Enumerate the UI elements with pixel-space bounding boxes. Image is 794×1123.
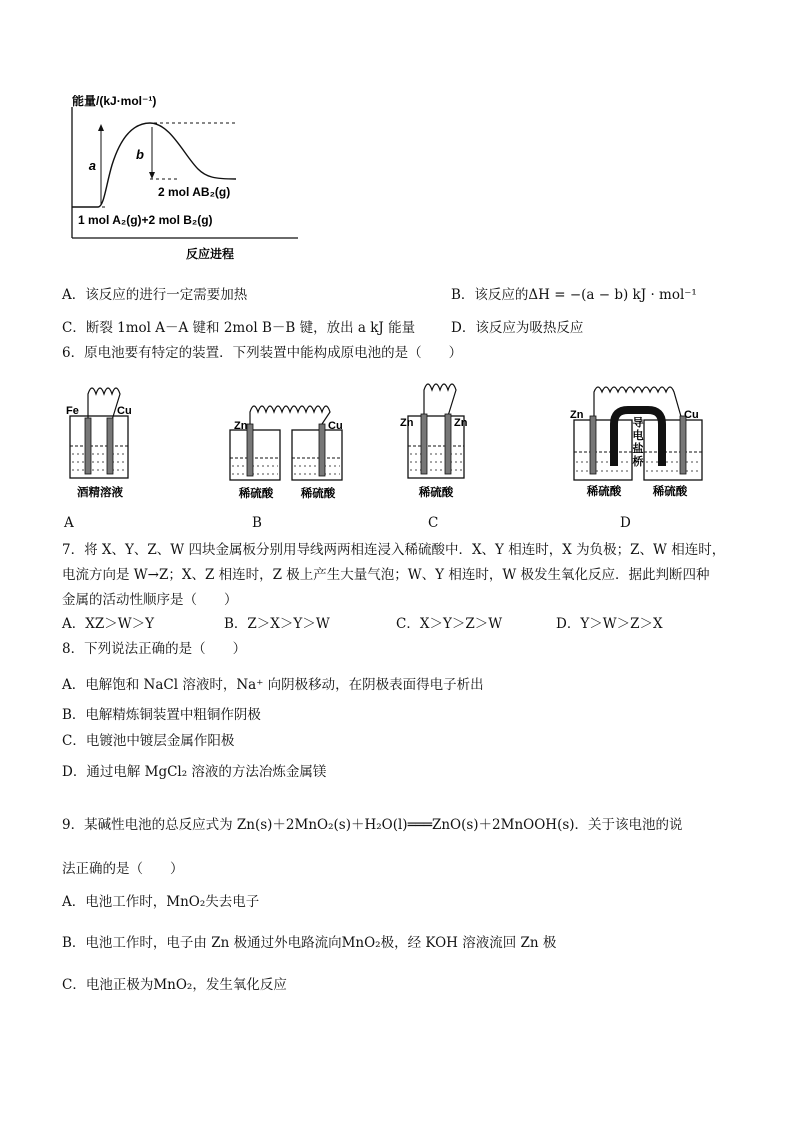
label-b: b <box>136 147 144 162</box>
electrode-right <box>680 416 686 474</box>
x-axis-label: 反应进程 <box>186 247 235 261</box>
q5-option-c[interactable]: C．断裂 1mol A－A 键和 2mol B－B 键，放出 a kJ 能量 <box>62 320 416 336</box>
q5-option-d[interactable]: D．该反应为吸热反应 <box>451 320 584 336</box>
electrode-right <box>445 414 451 474</box>
beaker-left <box>230 430 280 480</box>
arrow-a-head <box>98 124 104 131</box>
beaker <box>70 416 128 478</box>
apparatus-letter-c[interactable]: C <box>428 515 439 531</box>
electrode-left-label: Zn <box>400 417 414 429</box>
electrode-left <box>247 424 253 476</box>
q8-option-d[interactable]: D．通过电解 MgCl₂ 溶液的方法冶炼金属镁 <box>62 764 327 780</box>
electrode-left <box>590 416 596 474</box>
energy-diagram <box>60 95 320 270</box>
wire-coil <box>424 384 456 416</box>
wire-coil <box>88 388 120 420</box>
electrode-left <box>421 414 427 474</box>
bridge-label-2: 电 <box>632 430 644 442</box>
apparatus-c[interactable] <box>396 374 486 504</box>
wire-coil <box>594 387 682 420</box>
arrow-b-head <box>149 172 155 179</box>
q8-option-c[interactable]: C．电镀池中镀层金属作阳极 <box>62 733 235 749</box>
q5-option-a[interactable]: A．该反应的进行一定需要加热 <box>62 287 248 303</box>
q7-stem-line2: 电流方向是 W→Z；X、Z 相连时，Z 极上产生大量气泡；W、Y 相连时，W 极发生氧化反应．据此判断四种 <box>62 567 710 583</box>
q7-option-d[interactable]: D．Y＞W＞Z＞X <box>556 616 663 632</box>
electrode-left-label: Zn <box>570 409 584 421</box>
bridge-label-4: 桥 <box>632 456 644 468</box>
y-axis-label: 能量/(kJ·mol⁻¹) <box>72 95 157 108</box>
wire-coil <box>250 406 330 424</box>
electrode-right-label: Cu <box>684 409 699 421</box>
apparatus-letter-b[interactable]: B <box>252 515 262 531</box>
q7-option-b[interactable]: B．Z＞X＞Y＞W <box>224 616 330 632</box>
electrode-right <box>319 424 325 476</box>
q8-option-b[interactable]: B．电解精炼铜装置中粗铜作阴极 <box>62 707 261 723</box>
q8-stem: 8．下列说法正确的是（ ） <box>62 641 247 657</box>
q8-option-a[interactable]: A．电解饱和 NaCl 溶液时，Na⁺ 向阴极移动，在阴极表面得电子析出 <box>62 677 484 693</box>
apparatus-letter-d[interactable]: D <box>620 515 631 531</box>
product-label: 2 mol AB₂(g) <box>158 185 231 199</box>
q7-stem-line3: 金属的活动性顺序是（ ） <box>62 592 238 608</box>
apparatus-letter-a[interactable]: A <box>64 515 74 531</box>
q9-option-c[interactable]: C．电池正极为MnO₂，发生氧化反应 <box>62 977 287 993</box>
q9-stem-line1: 9．某碱性电池的总反应式为 Zn(s)＋2MnO₂(s)＋H₂O(l)═══ZnO(s)＋2MnOOH(s)．关于该电池的说 <box>62 817 683 833</box>
bridge-label-1: 导 <box>632 417 644 429</box>
electrode-right <box>107 418 113 474</box>
apparatus-b[interactable] <box>224 380 354 505</box>
q9-stem-line2: 法正确的是（ ） <box>62 861 184 877</box>
bridge-label-3: 盐 <box>632 443 644 455</box>
q7-option-a[interactable]: A．XZ＞W＞Y <box>62 616 155 632</box>
solution-label: 酒精溶液 <box>77 487 123 499</box>
electrode-right-label: Cu <box>117 405 132 417</box>
q5-option-b[interactable]: B．该反应的ΔH = −(a − b) kJ · mol⁻¹ <box>451 287 697 303</box>
q7-option-c[interactable]: C．X＞Y＞Z＞W <box>396 616 503 632</box>
solution-right-label: 稀硫酸 <box>300 488 336 500</box>
electrode-right-label: Zn <box>454 417 468 429</box>
apparatus-a[interactable] <box>60 380 150 505</box>
apparatus-d[interactable] <box>566 380 706 505</box>
beaker-right <box>292 430 342 480</box>
solution-left-label: 稀硫酸 <box>586 486 622 498</box>
label-a: a <box>88 158 96 173</box>
electrode-right-label: Cu <box>328 420 343 432</box>
solution-label: 稀硫酸 <box>418 487 454 499</box>
electrode-left-label: Fe <box>66 405 79 417</box>
electrode-left <box>85 418 91 474</box>
q9-option-b[interactable]: B．电池工作时，电子由 Zn 极通过外电路流向MnO₂极，经 KOH 溶液流回 Zn 极 <box>62 935 557 951</box>
q6-stem: 6．原电池要有特定的装置．下列装置中能构成原电池的是（ ） <box>62 345 463 361</box>
q9-option-a[interactable]: A．电池工作时，MnO₂失去电子 <box>62 894 260 910</box>
solution-right-label: 稀硫酸 <box>652 486 688 498</box>
solution-left-label: 稀硫酸 <box>238 488 274 500</box>
electrode-left-label: Zn <box>234 420 248 432</box>
reactant-label: 1 mol A₂(g)+2 mol B₂(g) <box>78 213 213 227</box>
q7-stem-line1: 7．将 X、Y、Z、W 四块金属板分别用导线两两相连浸入稀硫酸中．X、Y 相连时，X 为负极；Z、W 相连时， <box>62 542 726 558</box>
